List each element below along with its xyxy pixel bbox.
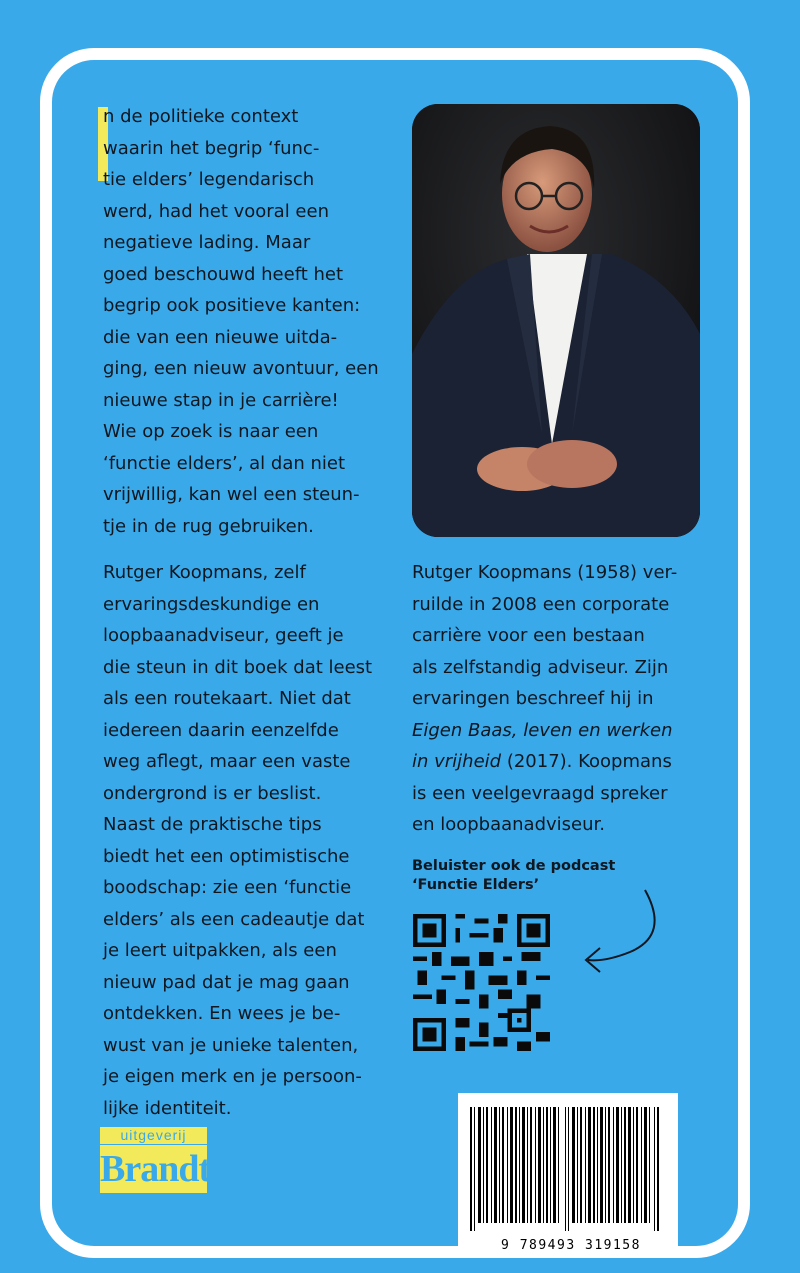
intro-line: die van een nieuwe uitda- <box>103 326 338 348</box>
body-line: je leert uitpakken, als een <box>103 940 337 961</box>
intro-line: ging, een nieuw avontuur, een <box>103 358 379 379</box>
barcode-bars <box>458 1093 678 1233</box>
body-line: biedt het een optimistische <box>103 845 350 867</box>
body-line: lijke identiteit. <box>103 1097 232 1119</box>
body-paragraph <box>103 557 403 1124</box>
publisher-logo <box>100 1127 211 1193</box>
curved-arrow-icon <box>560 880 670 980</box>
book-title: in vrijheid <box>412 751 502 772</box>
author-photo <box>412 104 700 537</box>
intro-line: waarin het begrip ‘func- <box>103 137 320 159</box>
body-line: Rutger Koopmans, zelf <box>103 562 306 583</box>
intro-line: tie elders’ legendarisch <box>103 169 315 190</box>
bio-line: Rutger Koopmans (1958) ver- <box>412 562 678 583</box>
bio-line: ruilde in 2008 een corporate <box>412 593 670 615</box>
isbn-number: 9 789493 319158 <box>501 1238 641 1253</box>
bio-line: ervaringen beschreef hij in <box>412 688 654 709</box>
intro-line: goed beschouwd heeft het <box>103 263 344 285</box>
publisher-label: uitgeverij <box>100 1127 207 1144</box>
isbn-barcode <box>458 1093 678 1256</box>
intro-line: begrip ook positieve kanten: <box>103 295 361 316</box>
bio-line: carrière voor een bestaan <box>412 625 645 646</box>
publisher-name: Brandt <box>100 1145 207 1193</box>
intro-line: Wie op zoek is naar een <box>103 421 319 442</box>
podcast-line: Beluister ook de podcast <box>412 858 616 874</box>
body-line: ontdekken. En wees je be- <box>103 1003 341 1024</box>
intro-line: vrijwillig, kan wel een steun- <box>103 484 360 505</box>
bio-line: en loopbaanadviseur. <box>412 814 605 835</box>
qr-code[interactable] <box>413 914 550 1051</box>
intro-line: werd, had het vooral een <box>103 200 329 222</box>
bio-line <box>412 715 712 747</box>
intro-line: tje in de rug gebruiken. <box>103 515 314 537</box>
body-line: je eigen merk en je persoon- <box>103 1066 362 1087</box>
bio-text: (2017). Koopmans <box>501 751 672 772</box>
body-line: boodschap: zie een ‘functie <box>103 877 352 898</box>
intro-line: negatieve lading. Maar <box>103 232 311 253</box>
intro-line: ‘functie elders’, al dan niet <box>103 452 346 474</box>
body-line: nieuw pad dat je mag gaan <box>103 971 350 993</box>
body-line: elders’ als een cadeautje dat <box>103 908 365 930</box>
intro-paragraph <box>103 101 403 542</box>
body-line: iedereen daarin eenzelfde <box>103 719 339 741</box>
body-line: ondergrond is er beslist. <box>103 782 322 804</box>
intro-line: nieuwe stap in je carrière! <box>103 389 339 411</box>
bio-line: is een veelgevraagd spreker <box>412 782 668 804</box>
intro-line: n de politieke context <box>103 106 299 127</box>
body-line: ervaringsdeskundige en <box>103 593 320 615</box>
bio-line <box>412 746 712 778</box>
body-line: weg aflegt, maar een vaste <box>103 751 351 772</box>
author-bio <box>412 557 712 841</box>
body-line: loopbaanadviseur, geeft je <box>103 625 344 646</box>
bio-line: als zelfstandig adviseur. Zijn <box>412 656 669 678</box>
body-line: die steun in dit boek dat leest <box>103 656 373 678</box>
podcast-title: ‘Functie Elders’ <box>412 877 540 893</box>
body-line: wust van je unieke talenten, <box>103 1034 359 1056</box>
body-line: als een routekaart. Niet dat <box>103 688 351 709</box>
book-title: Eigen Baas, leven en werken <box>412 719 673 741</box>
body-line: Naast de praktische tips <box>103 814 322 835</box>
